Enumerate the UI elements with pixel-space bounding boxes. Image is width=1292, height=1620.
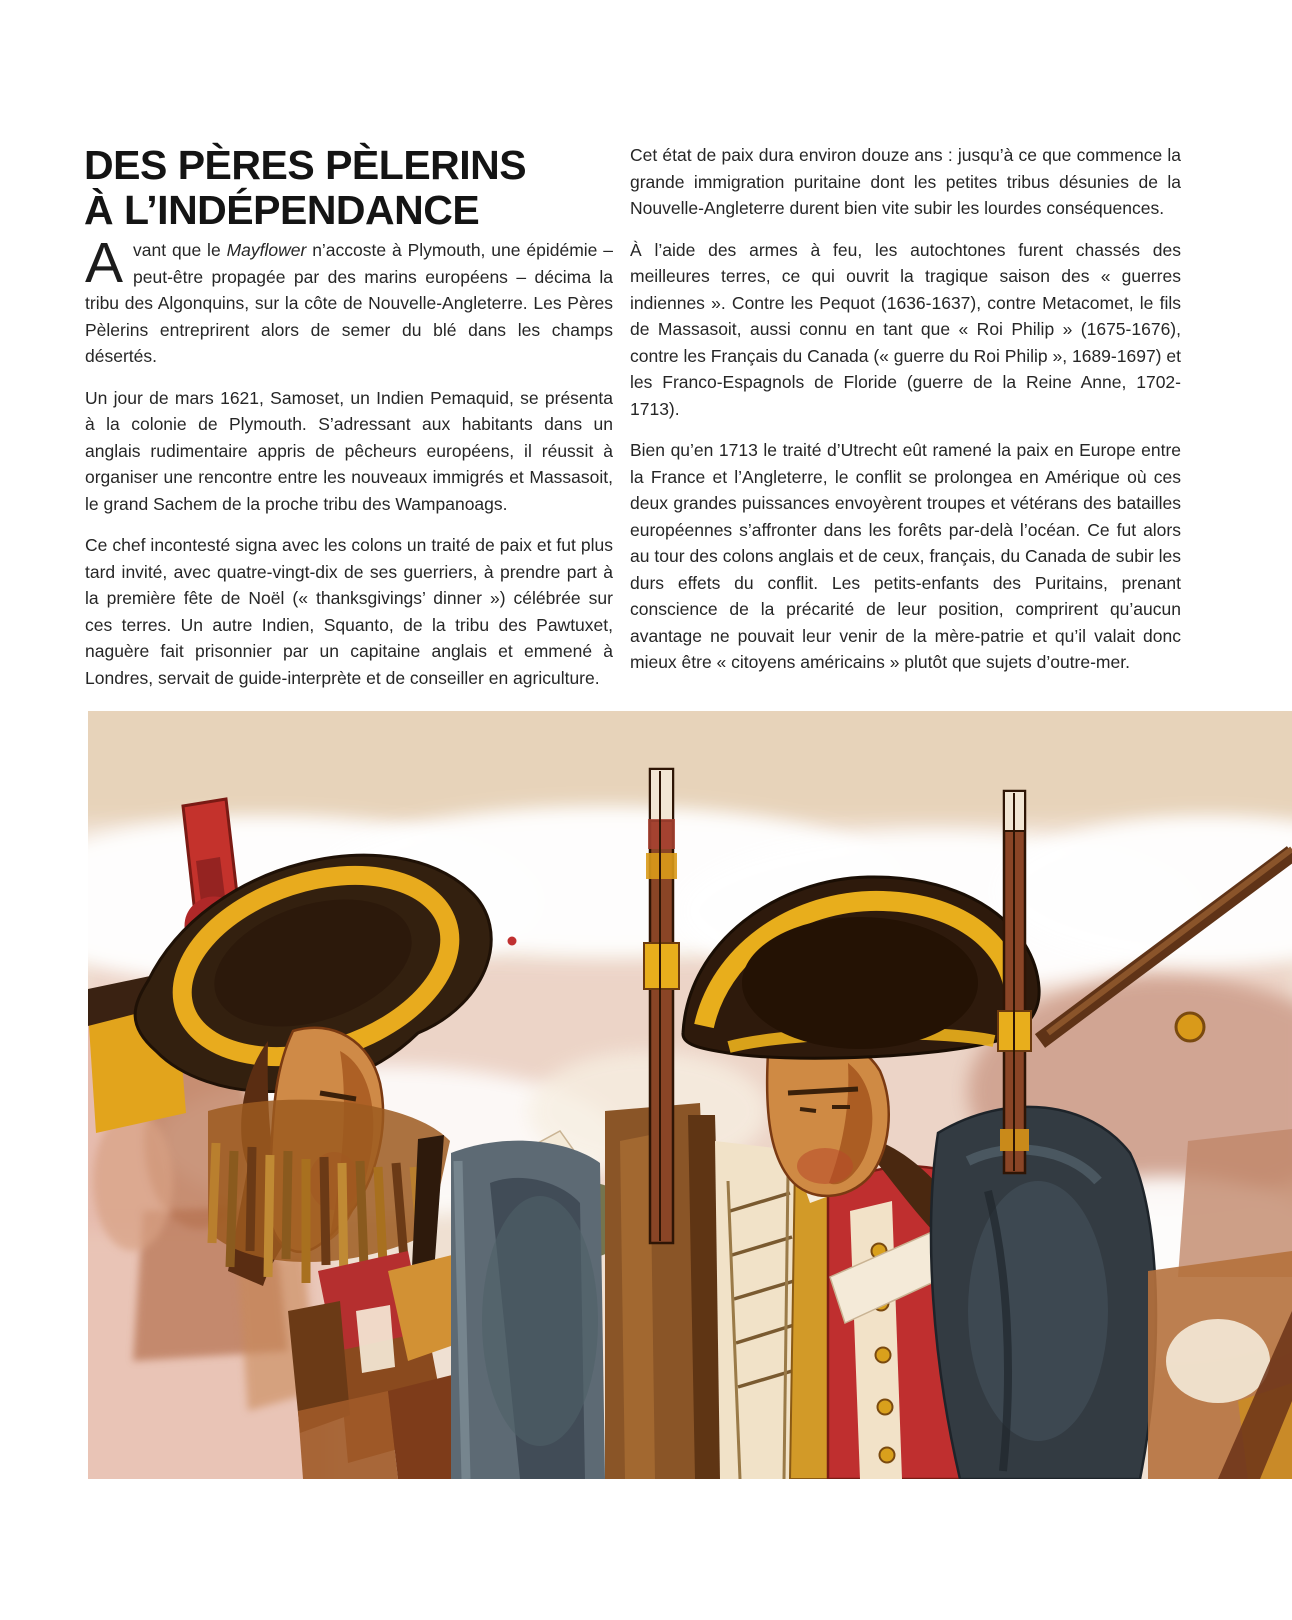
page-title	[84, 143, 526, 233]
left-musket	[644, 769, 679, 1243]
blue-gray-blanket	[451, 1141, 605, 1479]
paragraph-text: vant que le	[133, 240, 227, 260]
paragraph-traite-utrecht: Bien qu’en 1713 le traité d’Utrecht eût ramené la paix en Europe entre la France et l’Angleterre, le conflit se prolongea en Amérique où ces deux grandes puissances envoyèrent troupes et vétérans des batailles européennes s’affronter dans les forêts par-delà l’océan. Ce fut alors au tour des colons anglais et de ceux, français, du Canada de subir les durs effets du conflit. Les petits-enfants des Puritains, prenant conscience de la précarité de leur position, comprirent qu’aucun avantage ne pouvait leur venir de la mère-patrie et qu’il valait donc mieux être « citoyens américains » plutôt que sujets d’outre-mer.	[630, 440, 1181, 672]
watercolor-soldiers-svg	[88, 711, 1292, 1479]
drop-cap: A	[85, 231, 124, 295]
paragraph-traite-de-paix: Ce chef incontesté signa avec les colons un traité de paix et fut plus tard invité, avec quatre-vingt-dix de ses guerriers, à prendre part à la première fête de Noël (« thanksgivings’ dinner ») célébrée sur ces terres. Un autre Indien, Squanto, de la tribu des Pawtuxet, naguère fait prisonnier par un capitaine anglais et emmené à Londres, servait de guide-interprète et de conseiller en agriculture.	[85, 535, 613, 688]
title-line-2: À L’INDÉPENDANCE	[84, 187, 480, 234]
title-line-1: DES PÈRES PÈLERINS	[84, 142, 527, 189]
text-column-right	[630, 142, 1181, 691]
ship-name-italic: Mayflower	[226, 240, 307, 260]
navy-knapsack	[931, 1107, 1156, 1479]
right-musket	[998, 791, 1031, 1173]
paragraph-avant-mayflower	[85, 231, 613, 370]
paragraph-samoset: Un jour de mars 1621, Samoset, un Indien Pemaquid, se présenta à la colonie de Plymouth. S’adressant aux habitants dans un anglais rudimentaire appris de pêcheurs européens, il réussit à organiser une rencontre entre les nouveaux immigrés et Massasoit, le grand Sachem de la proche tribu des Wampanoags.	[85, 387, 613, 514]
watercolor-illustration	[88, 711, 1292, 1479]
paragraph-guerres-indiennes: À l’aide des armes à feu, les autochtones furent chassés des meilleures terres, ce qui ouvrit la tragique saison des « guerres indiennes ». Contre les Pequot (1636-1637), contre Metacomet, le fils de Massasoit, aussi connu en tant que « Roi Philip » (1675-1676), contre les Français du Canada (« guerre du Roi Philip », 1689-1697) et les Franco-Espagnols de Floride (guerre de la Reine Anne, 1702-1713).	[630, 239, 1181, 419]
cream-strap-ladder	[715, 1141, 800, 1479]
text-column-left	[85, 231, 613, 706]
paragraph-text: n’accoste à Plymouth, une épidémie – peut-être propagée par des marins européens – décima la tribu des Algonquins, sur la côte de Nouvelle-Angleterre. Les Pères Pèlerins entreprirent alors de semer du blé dans les champs désertés.	[85, 240, 613, 366]
paragraph-etat-de-paix: Cet état de paix dura environ douze ans : jusqu’à ce que commence la grande immigration puritaine dont les petites tribus désunies de la Nouvelle-Angleterre durent bien vite subir les lourdes conséquences.	[630, 145, 1181, 218]
